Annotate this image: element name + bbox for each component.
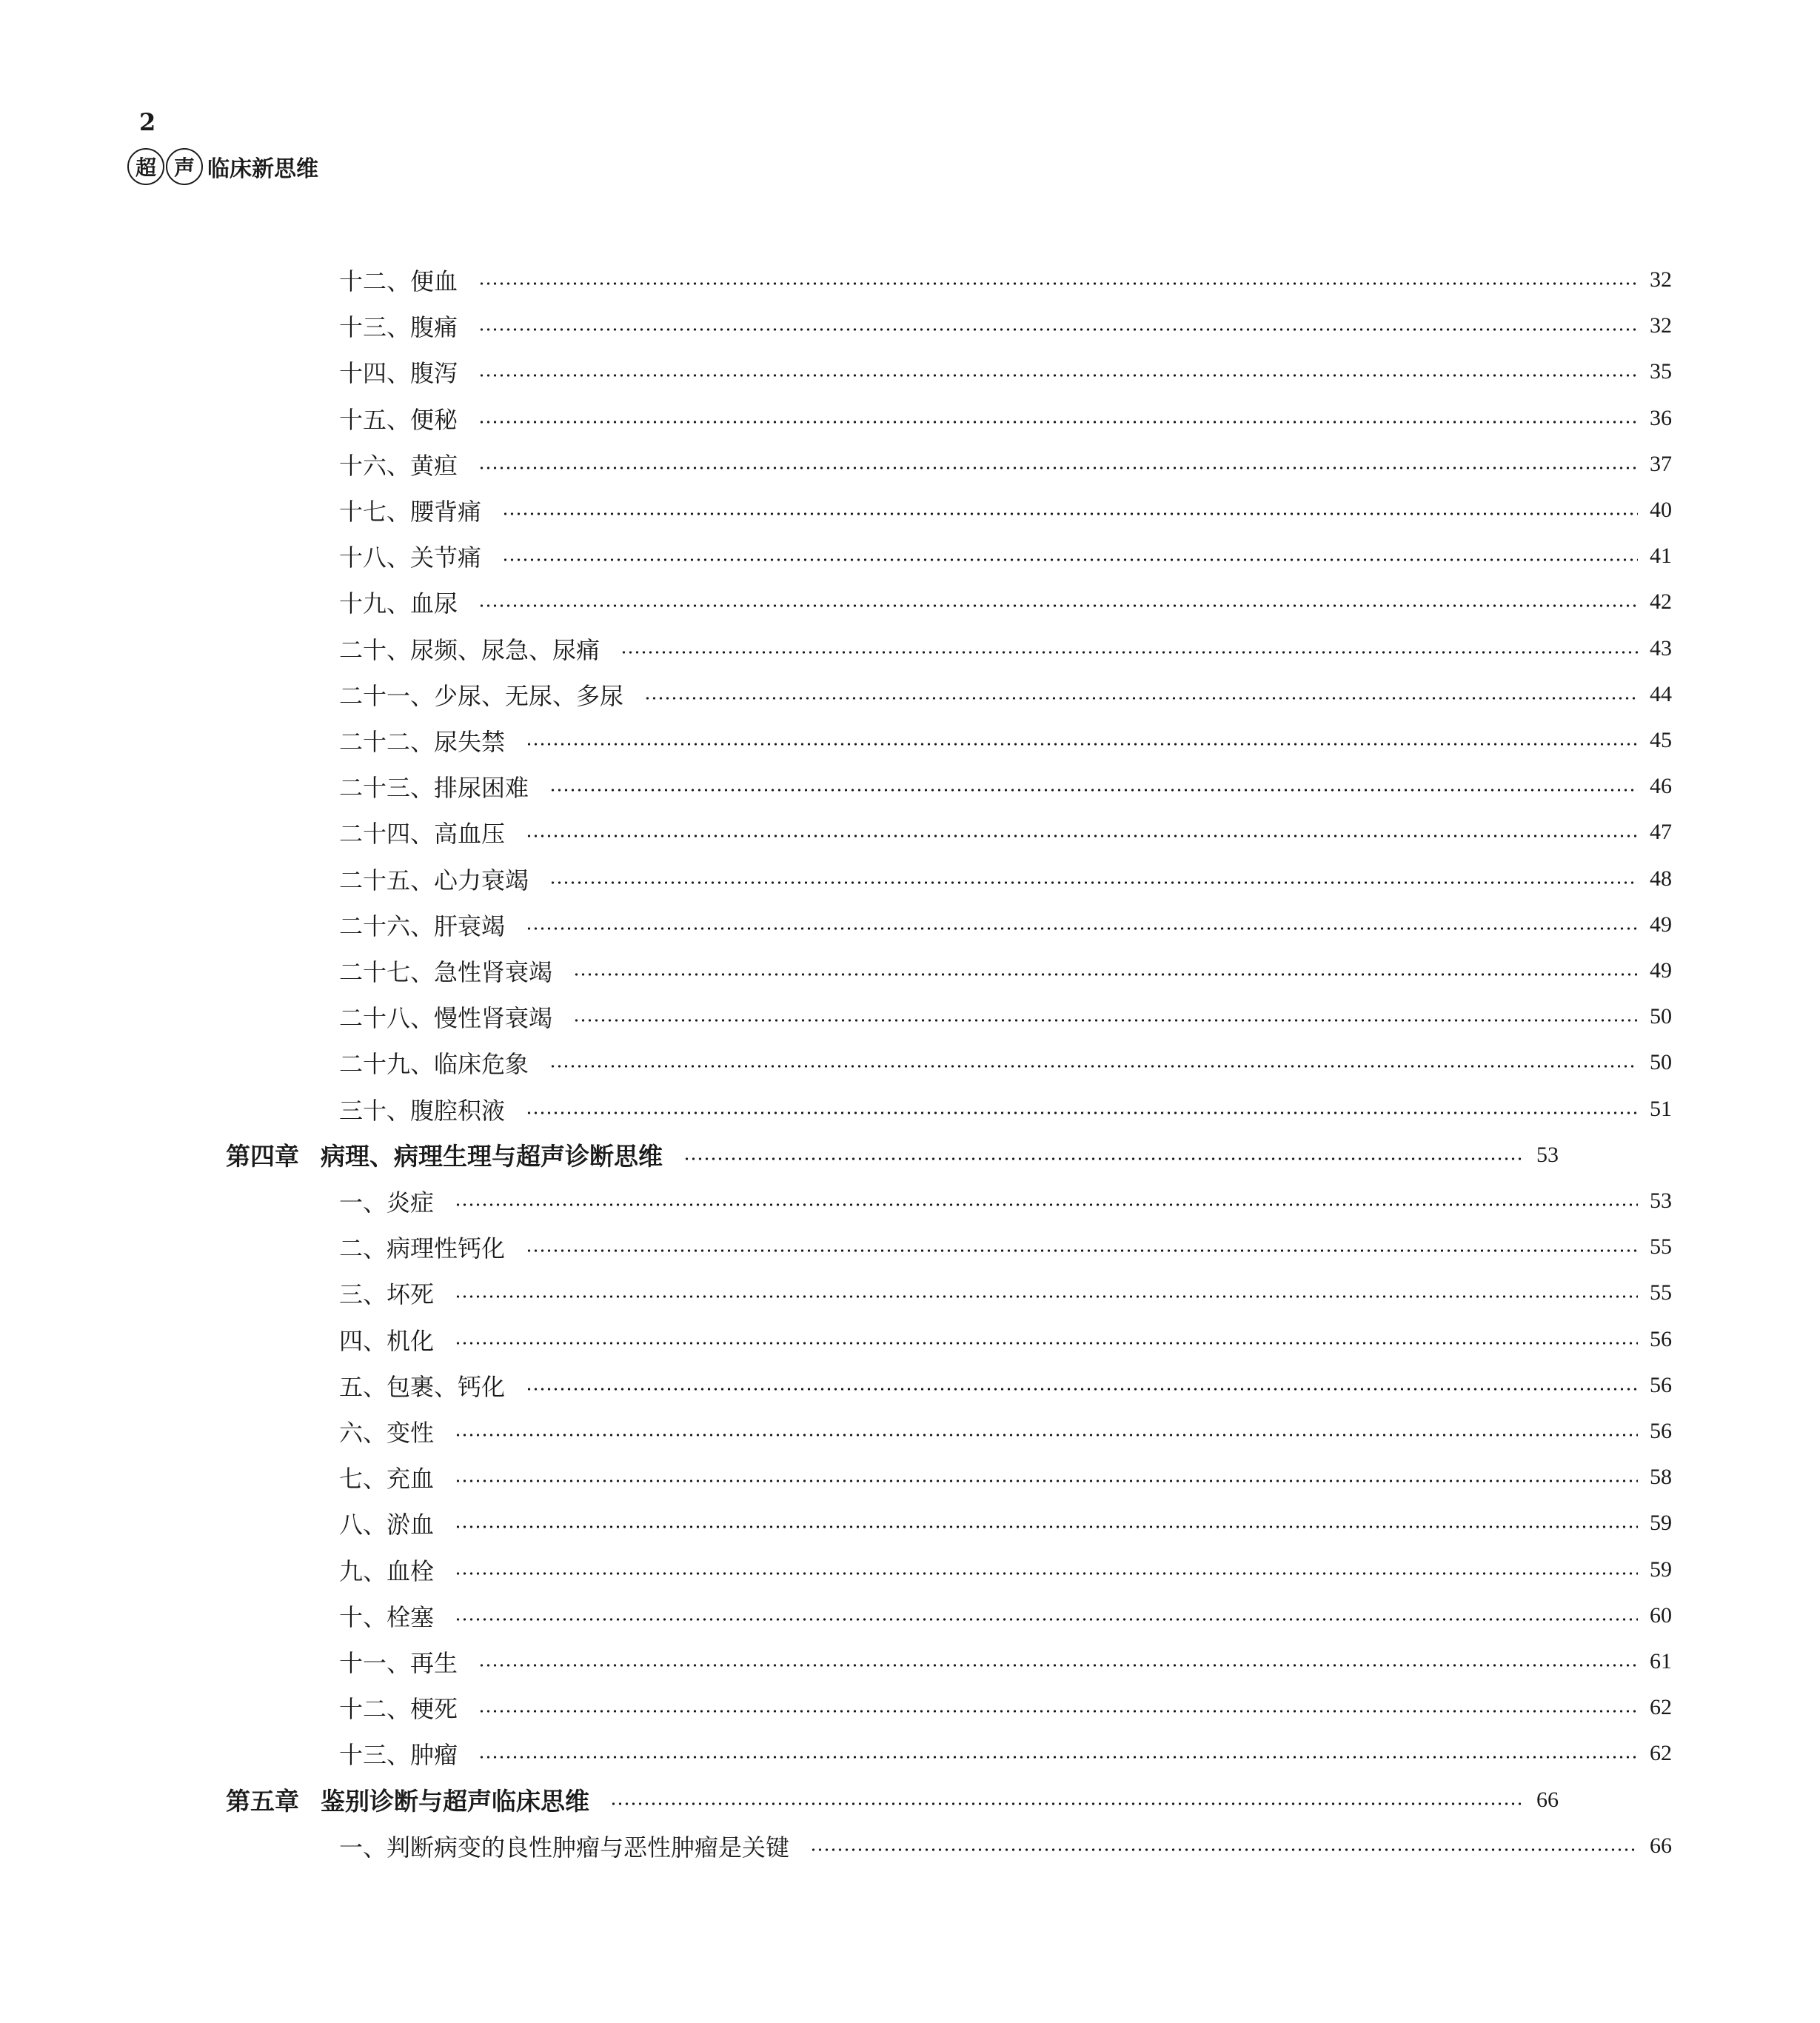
toc-entry-label: 十三、肿瘤 (339, 1741, 458, 1770)
toc-dot-leader (455, 1618, 1638, 1621)
toc-section-entry[interactable] (0, 1457, 1820, 1498)
toc-section-entry[interactable] (0, 259, 1820, 301)
toc-chapter-entry[interactable] (0, 1779, 1707, 1821)
toc-section-entry[interactable] (0, 950, 1820, 992)
toc-dot-leader (478, 604, 1638, 607)
toc-entry-label: 十二、便血 (339, 267, 458, 295)
toc-section-entry[interactable] (0, 1595, 1820, 1636)
toc-page-number: 48 (1650, 866, 1672, 891)
toc-entry-label: 一、判断病变的良性肿瘤与恶性肿瘤是关键 (339, 1833, 790, 1862)
toc-page-number: 43 (1650, 635, 1672, 661)
toc-dot-leader (478, 328, 1638, 331)
toc-dot-leader (455, 1572, 1638, 1575)
toc-dot-leader (526, 743, 1638, 746)
toc-dot-leader (526, 1388, 1638, 1391)
toc-dot-leader (478, 467, 1638, 469)
toc-dot-leader (526, 927, 1638, 930)
toc-section-entry[interactable] (0, 1641, 1820, 1682)
toc-entry-label: 八、淤血 (339, 1511, 435, 1539)
page-number: 2 (139, 108, 156, 136)
toc-dot-leader (810, 1848, 1638, 1851)
toc-page-number: 59 (1650, 1556, 1672, 1582)
toc-page-number: 56 (1650, 1326, 1672, 1351)
toc-page-number: 32 (1650, 313, 1672, 338)
toc-entry-label: 六、变性 (339, 1419, 435, 1447)
toc-entry-label: 十、栓塞 (339, 1602, 435, 1631)
toc-dot-leader (620, 651, 1638, 654)
toc-dot-leader (610, 1802, 1525, 1805)
toc-section-entry[interactable] (0, 1089, 1820, 1130)
toc-section-entry[interactable] (0, 398, 1820, 439)
toc-dot-leader (455, 1342, 1638, 1345)
toc-page-number: 45 (1650, 728, 1672, 752)
toc-entry-label: 鉴别诊断与超声临床思维 (321, 1787, 589, 1816)
toc-dot-leader (502, 558, 1638, 561)
toc-entry-label: 十六、黄疸 (339, 451, 458, 480)
toc-page-number: 37 (1650, 451, 1672, 476)
toc-section-entry[interactable] (0, 812, 1820, 853)
toc-page-number: 60 (1650, 1602, 1672, 1628)
toc-section-entry[interactable] (0, 489, 1820, 531)
toc-entry-label: 十一、再生 (339, 1649, 458, 1677)
toc-page-number: 47 (1650, 820, 1672, 845)
toc-page-number: 40 (1650, 498, 1672, 522)
toc-entry-label: 十五、便秘 (339, 405, 458, 434)
toc-page-number: 66 (1650, 1833, 1672, 1858)
toc-section-entry[interactable] (0, 858, 1820, 900)
toc-section-entry[interactable] (0, 628, 1820, 669)
toc-page-number: 49 (1650, 912, 1672, 937)
toc-section-entry[interactable] (0, 1180, 1820, 1222)
toc-section-entry[interactable] (0, 1549, 1820, 1591)
toc-entry-label: 二十八、慢性肾衰竭 (339, 1004, 553, 1033)
toc-dot-leader (478, 282, 1638, 285)
toc-dot-leader (478, 1664, 1638, 1667)
toc-entry-label: 十三、腹痛 (339, 313, 458, 342)
toc-entry-label: 二十三、排尿困难 (339, 774, 529, 803)
toc-entry-label: 二十五、心力衰竭 (339, 866, 529, 895)
toc-dot-leader (526, 1249, 1638, 1252)
toc-page-number: 61 (1650, 1649, 1672, 1673)
toc-dot-leader (526, 1111, 1638, 1114)
toc-section-entry[interactable] (0, 535, 1820, 577)
toc-entry-label: 二十、尿频、尿急、尿痛 (339, 635, 600, 664)
toc-entry-label: 二十六、肝衰竭 (339, 912, 506, 940)
toc-section-entry[interactable] (0, 996, 1820, 1037)
toc-section-entry[interactable] (0, 674, 1820, 715)
toc-section-entry[interactable] (0, 904, 1820, 946)
toc-page-number: 53 (1536, 1142, 1559, 1167)
toc-section-entry[interactable] (0, 766, 1820, 807)
toc-section-entry[interactable] (0, 1687, 1820, 1728)
toc-dot-leader (683, 1157, 1525, 1160)
book-title-text: 临床新思维 (207, 156, 318, 182)
toc-section-entry[interactable] (0, 1319, 1820, 1360)
toc-dot-leader (455, 1434, 1638, 1437)
toc-section-entry[interactable] (0, 1502, 1820, 1544)
toc-entry-label: 病理、病理生理与超声诊断思维 (321, 1142, 663, 1171)
toc-page-number: 36 (1650, 405, 1672, 430)
toc-section-entry[interactable] (0, 1042, 1820, 1083)
toc-page-number: 42 (1650, 589, 1672, 615)
toc-dot-leader (478, 421, 1638, 424)
toc-dot-leader (455, 1525, 1638, 1528)
toc-page-number: 41 (1650, 544, 1672, 569)
toc-dot-leader (502, 512, 1638, 515)
toc-entry-label: 二、病理性钙化 (339, 1234, 506, 1263)
toc-page-number: 58 (1650, 1465, 1672, 1490)
toc-page-number: 46 (1650, 774, 1672, 799)
toc-entry-label: 二十一、少尿、无尿、多尿 (339, 681, 624, 710)
toc-page-number: 35 (1650, 359, 1672, 384)
toc-page-number: 50 (1650, 1004, 1672, 1029)
toc-page-number: 55 (1650, 1234, 1672, 1260)
toc-entry-label: 二十七、急性肾衰竭 (339, 958, 553, 986)
toc-page-number: 62 (1650, 1695, 1672, 1720)
book-title-circled-char: 超 (127, 148, 164, 185)
toc-dot-leader (644, 697, 1638, 700)
toc-page-number: 59 (1650, 1511, 1672, 1536)
toc-entry-label: 二十九、临床危象 (339, 1050, 529, 1079)
toc-page-number: 49 (1650, 958, 1672, 983)
toc-page-number: 53 (1650, 1188, 1672, 1213)
toc-dot-leader (573, 973, 1638, 976)
toc-dot-leader (478, 1710, 1638, 1713)
toc-section-entry[interactable] (0, 1733, 1820, 1774)
toc-section-entry[interactable] (0, 1226, 1820, 1268)
toc-page-number: 66 (1536, 1787, 1559, 1812)
toc-dot-leader (549, 1065, 1638, 1068)
toc-section-entry[interactable] (0, 581, 1820, 623)
toc-section-entry[interactable] (0, 1411, 1820, 1452)
toc-chapter-entry[interactable] (0, 1134, 1707, 1176)
toc-section-entry[interactable] (0, 1825, 1820, 1867)
toc-dot-leader (549, 881, 1638, 884)
toc-page-number: 32 (1650, 267, 1672, 292)
toc-section-entry[interactable] (0, 351, 1820, 392)
toc-page-number: 44 (1650, 681, 1672, 706)
toc-entry-label: 三十、腹腔积液 (339, 1096, 506, 1125)
toc-section-entry[interactable] (0, 1272, 1820, 1314)
toc-dot-leader (478, 374, 1638, 377)
toc-entry-label: 十九、血尿 (339, 589, 458, 618)
toc-entry-label: 十四、腹泻 (339, 359, 458, 388)
toc-dot-leader (573, 1019, 1638, 1022)
toc-chapter-number: 第五章 (226, 1787, 299, 1816)
toc-dot-leader (549, 789, 1638, 792)
toc-page-number: 56 (1650, 1419, 1672, 1443)
toc-dot-leader (478, 1756, 1638, 1759)
toc-page-number: 56 (1650, 1372, 1672, 1397)
toc-section-entry[interactable] (0, 1365, 1820, 1406)
toc-entry-label: 一、炎症 (339, 1188, 435, 1217)
book-title-circled-char: 声 (166, 148, 203, 185)
toc-entry-label: 九、血栓 (339, 1556, 435, 1585)
toc-chapter-number: 第四章 (226, 1142, 299, 1171)
toc-dot-leader (455, 1295, 1638, 1298)
toc-page-number: 51 (1650, 1096, 1672, 1121)
toc-dot-leader (526, 835, 1638, 837)
toc-section-entry[interactable] (0, 305, 1820, 347)
toc-page-number: 50 (1650, 1050, 1672, 1075)
toc-dot-leader (455, 1479, 1638, 1482)
toc-dot-leader (455, 1203, 1638, 1206)
toc-entry-label: 二十二、尿失禁 (339, 728, 506, 756)
toc-page-number: 55 (1650, 1280, 1672, 1305)
toc-page-number: 62 (1650, 1741, 1672, 1766)
toc-entry-label: 十八、关节痛 (339, 544, 482, 572)
toc-entry-label: 十七、腰背痛 (339, 498, 482, 526)
toc-entry-label: 四、机化 (339, 1326, 435, 1355)
toc-entry-label: 七、充血 (339, 1465, 435, 1494)
toc-entry-label: 五、包裹、钙化 (339, 1372, 506, 1401)
toc-section-entry[interactable] (0, 444, 1820, 485)
toc-section-entry[interactable] (0, 720, 1820, 761)
toc-entry-label: 三、坏死 (339, 1280, 435, 1309)
toc-entry-label: 十二、梗死 (339, 1695, 458, 1724)
book-title (127, 148, 318, 185)
toc-entry-label: 二十四、高血压 (339, 820, 506, 849)
